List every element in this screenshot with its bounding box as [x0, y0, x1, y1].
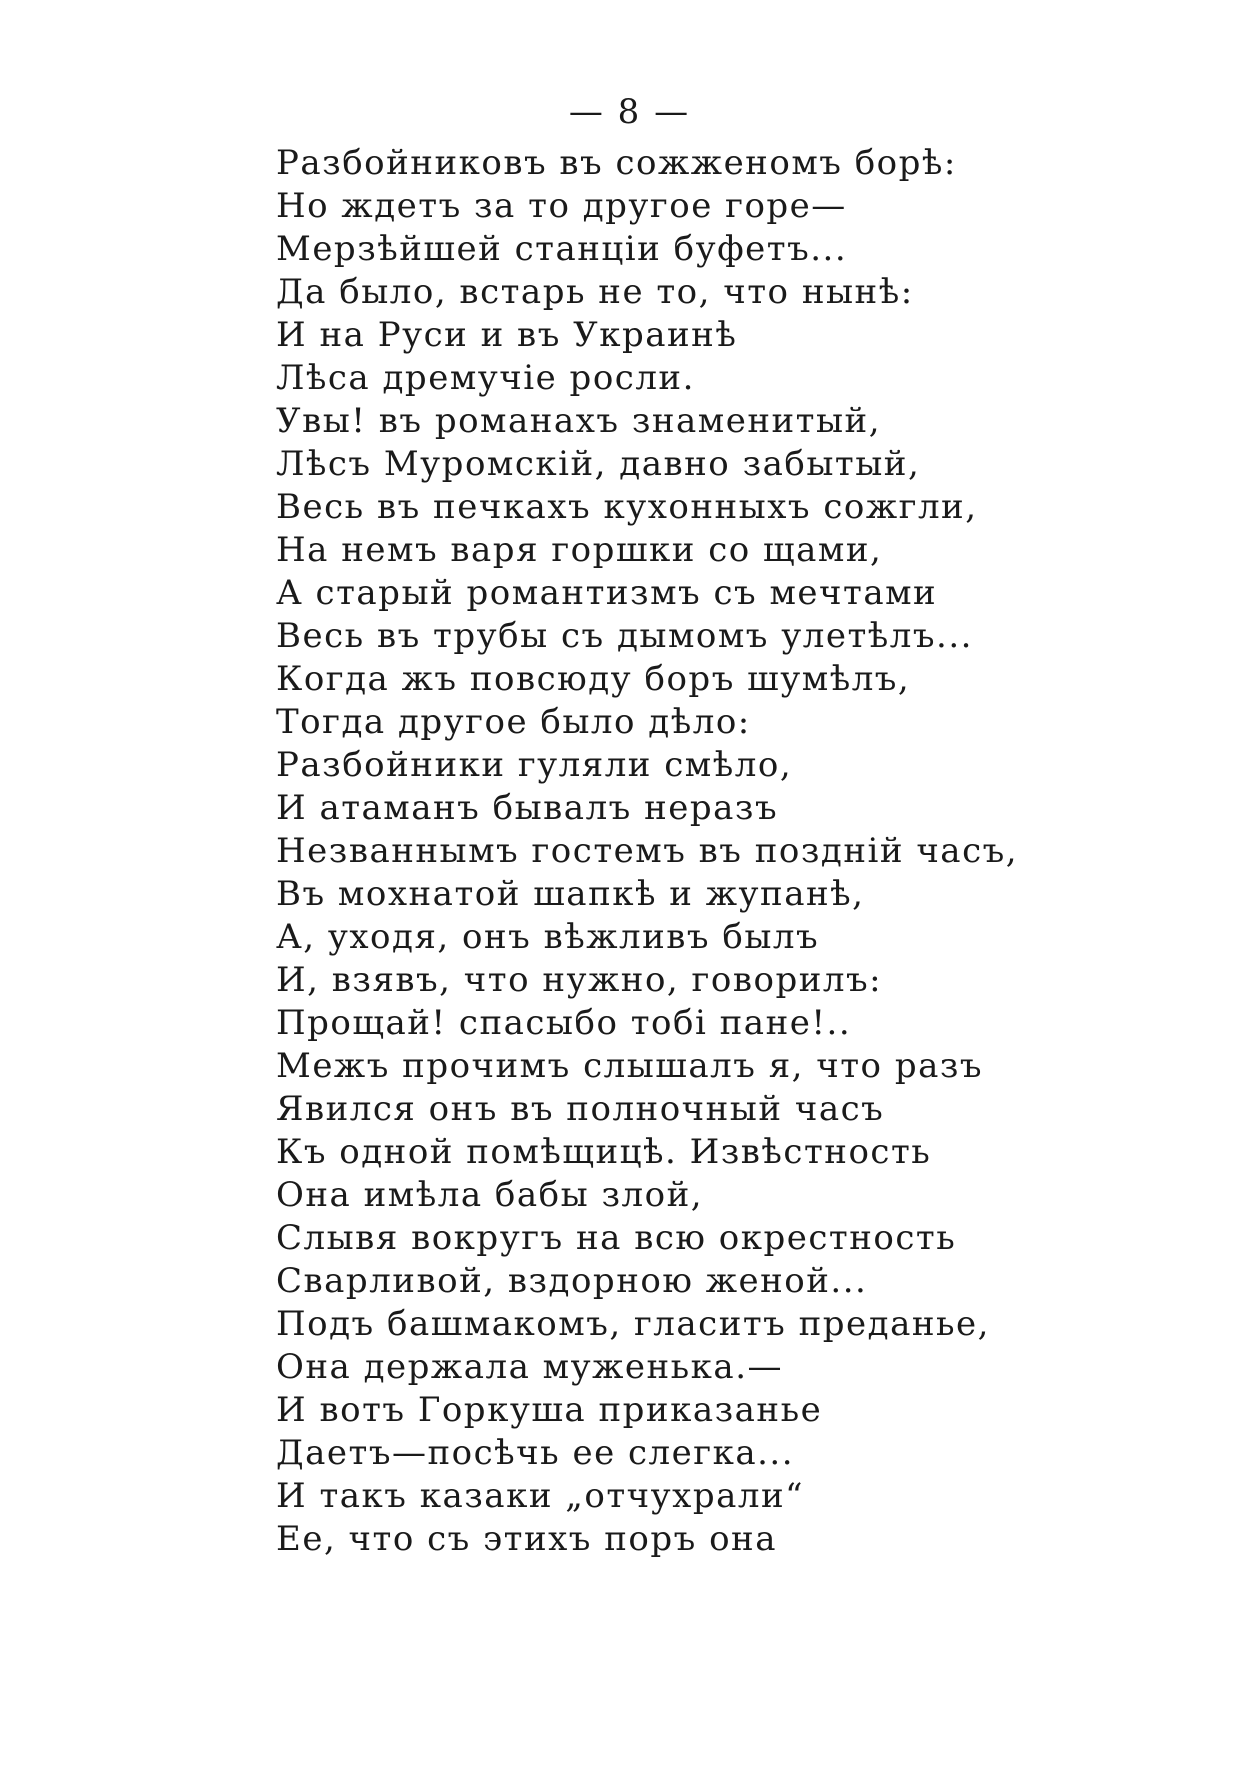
poem-line: Весь въ печкахъ кухонныхъ сожгли, — [276, 487, 978, 527]
poem-line: Разбойники гуляли смѣло, — [276, 745, 793, 785]
poem-line: А, уходя, онъ вѣжливъ былъ — [276, 917, 820, 957]
poem-line: Увы! въ романахъ знаменитый, — [276, 401, 882, 441]
poem-line: Когда жъ повсюду боръ шумѣлъ, — [276, 659, 911, 699]
poem-line: И, взявъ, что нужно, говорилъ: — [276, 960, 883, 1000]
poem-line: Прощай! спасыбо тобі пане!.. — [276, 1003, 852, 1043]
poem-line: Незваннымъ гостемъ въ поздній часъ, — [276, 831, 1019, 871]
poem-line: Но ждетъ за то другое горе— — [276, 186, 847, 226]
poem-line: Въ мохнатой шапкѣ и жупанѣ, — [276, 874, 865, 914]
poem-line: Да было, встарь не то, что нынѣ: — [276, 272, 914, 312]
poem-line: А старый романтизмъ съ мечтами — [276, 573, 938, 613]
poem-line: Подъ башмакомъ, гласитъ преданье, — [276, 1304, 990, 1344]
poem-line: Она держала муженька.— — [276, 1347, 784, 1387]
poem-line: Лѣсъ Муромскій, давно забытый, — [276, 444, 921, 484]
poem-line: Ее, что съ этихъ поръ она — [276, 1519, 777, 1559]
poem-line: Весь въ трубы съ дымомъ улетѣлъ... — [276, 616, 973, 656]
poem-text — [276, 142, 1018, 1561]
poem-line: И на Руси и въ Украинѣ — [276, 315, 738, 355]
poem-line: Сварливой, вздорною женой... — [276, 1261, 868, 1301]
poem-line: Даетъ—посѣчь ее слегка... — [276, 1433, 795, 1473]
poem-line: Разбойниковъ въ сожженомъ борѣ: — [276, 143, 957, 183]
poem-line: И такъ казаки „отчухрали“ — [276, 1476, 805, 1516]
poem-line: На немъ варя горшки со щами, — [276, 530, 883, 570]
poem-line: Тогда другое было дѣло: — [276, 702, 751, 742]
poem-line: И вотъ Горкуша приказанье — [276, 1390, 823, 1430]
poem-line: Слывя вокругъ на всю окрестность — [276, 1218, 957, 1258]
poem-line: Мерзѣйшей станціи буфетъ... — [276, 229, 848, 269]
poem-line: Къ одной помѣщицѣ. Извѣстность — [276, 1132, 932, 1172]
poem-line: Она имѣла бабы злой, — [276, 1175, 704, 1215]
poem-line: И атаманъ бывалъ неразъ — [276, 788, 779, 828]
poem-line: Явился онъ въ полночный часъ — [276, 1089, 885, 1129]
page-number: — 8 — — [568, 92, 691, 132]
poem-line: Лѣса дремучіе росли. — [276, 358, 695, 398]
poem-line: Межъ прочимъ слышалъ я, что разъ — [276, 1046, 984, 1086]
